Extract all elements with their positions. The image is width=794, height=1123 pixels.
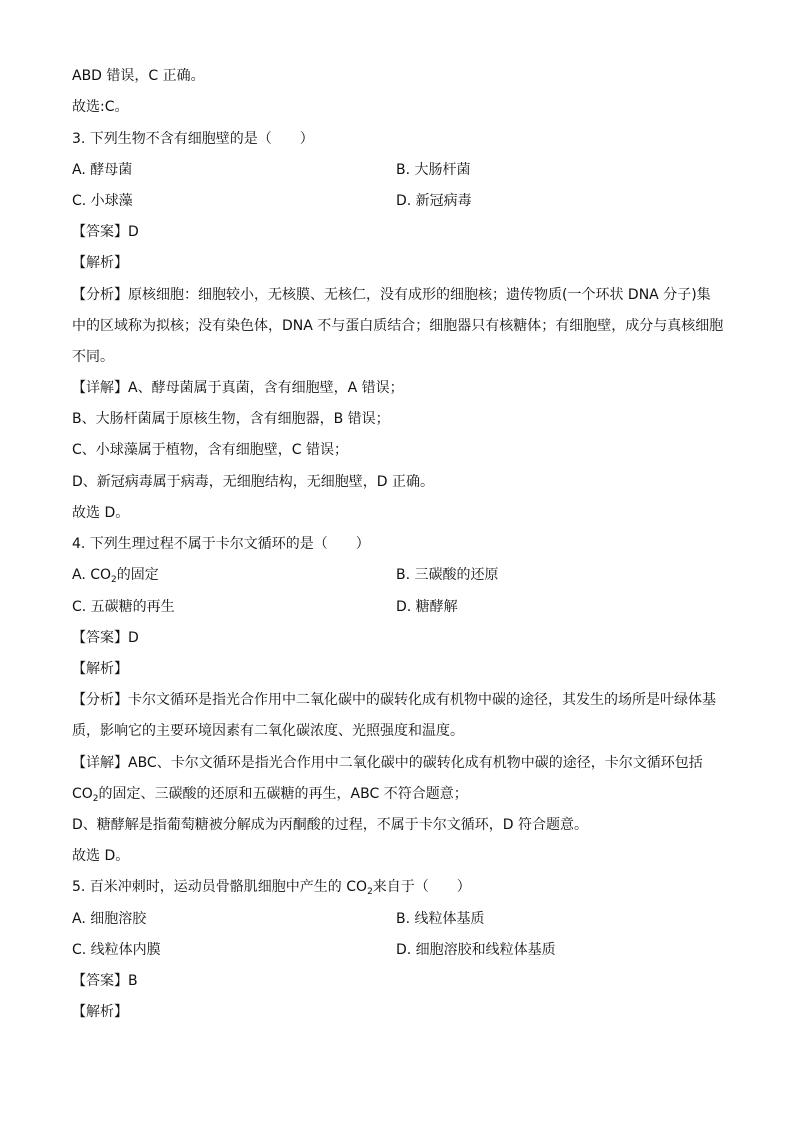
detail-suffix: 的固定、三碳酸的还原和五碳糖的再生，ABC 不符合题意；: [98, 786, 468, 802]
analysis-heading: 【解析】: [72, 255, 128, 271]
final-choice: 故选 D。: [72, 505, 130, 521]
subscript: 2: [367, 887, 373, 897]
option-d: D. 糖酵解: [396, 599, 458, 615]
question-4-stem: 4. 下列生理过程不属于卡尔文循环的是（ ）: [72, 536, 370, 552]
analysis-heading: 【解析】: [72, 1004, 128, 1020]
question-3-stem: 3. 下列生物不含有细胞壁的是（ ）: [72, 131, 314, 147]
answer-label: 【答案】D: [72, 630, 139, 646]
option-a: A. 细胞溶胶: [72, 911, 147, 927]
stem-prefix: 5. 百米冲刺时，运动员骨骼肌细胞中产生的 CO: [72, 879, 368, 895]
option-d: D. 新冠病毒: [396, 193, 472, 209]
detail-line: [72, 784, 468, 809]
option-c: C. 小球藻: [72, 193, 133, 209]
detail-line: C、小球藻属于植物，含有细胞壁，C 错误；: [72, 442, 348, 458]
subscript: 2: [111, 575, 117, 585]
stem-suffix: 来自于（ ）: [372, 879, 471, 895]
option-c: C. 五碳糖的再生: [72, 599, 175, 615]
option-b: B. 大肠杆菌: [396, 162, 471, 178]
subscript: 2: [92, 794, 99, 804]
analysis-paragraph: 【分析】原核细胞：细胞较小，无核膜、无核仁，没有成形的细胞核；遗传物质(一个环状 DNA 分子)集中的区域称为拟核；没有染色体，DNA 不与蛋白质结合；细胞器只有核糖体；有细胞壁，成分与真核细胞不同。: [72, 287, 724, 365]
analysis-paragraph: 【分析】卡尔文循环是指光合作用中二氧化碳中的碳转化成有机物中碳的途径，其发生的场所是叶绿体基质，影响它的主要环境因素有二氧化碳浓度、光照强度和温度。: [72, 692, 716, 739]
final-choice: 故选 D。: [72, 848, 130, 864]
question-5-stem: [72, 877, 471, 902]
text-line: ABD 错误，C 正确。: [72, 68, 205, 84]
detail-line: B、大肠杆菌属于原核生物，含有细胞器，B 错误；: [72, 411, 390, 427]
answer-label: 【答案】B: [72, 973, 138, 989]
detail-line: D、新冠病毒属于病毒，无细胞结构，无细胞壁，D 正确。: [72, 474, 435, 490]
option-b: B. 三碳酸的还原: [396, 567, 499, 583]
option-d: D. 细胞溶胶和线粒体基质: [396, 942, 556, 958]
analysis-heading: 【解析】: [72, 661, 128, 677]
option-a: [72, 565, 159, 590]
option-b: B. 线粒体基质: [396, 911, 485, 927]
option-a-suffix: 的固定: [116, 567, 159, 583]
detail-line: 【详解】ABC、卡尔文循环是指光合作用中二氧化碳中的碳转化成有机物中碳的途径，卡尔文循环包括: [72, 755, 703, 771]
option-a-prefix: A. CO: [72, 567, 112, 583]
option-a: A. 酵母菌: [72, 162, 133, 178]
detail-prefix: CO: [72, 786, 93, 802]
option-c: C. 线粒体内膜: [72, 942, 161, 958]
detail-line: D、糖酵解是指葡萄糖被分解成为丙酮酸的过程，不属于卡尔文循环，D 符合题意。: [72, 817, 589, 833]
detail-line: 【详解】A、酵母菌属于真菌，含有细胞壁，A 错误；: [72, 380, 404, 396]
text-line: 故选:C。: [72, 99, 129, 115]
answer-label: 【答案】D: [72, 224, 139, 240]
